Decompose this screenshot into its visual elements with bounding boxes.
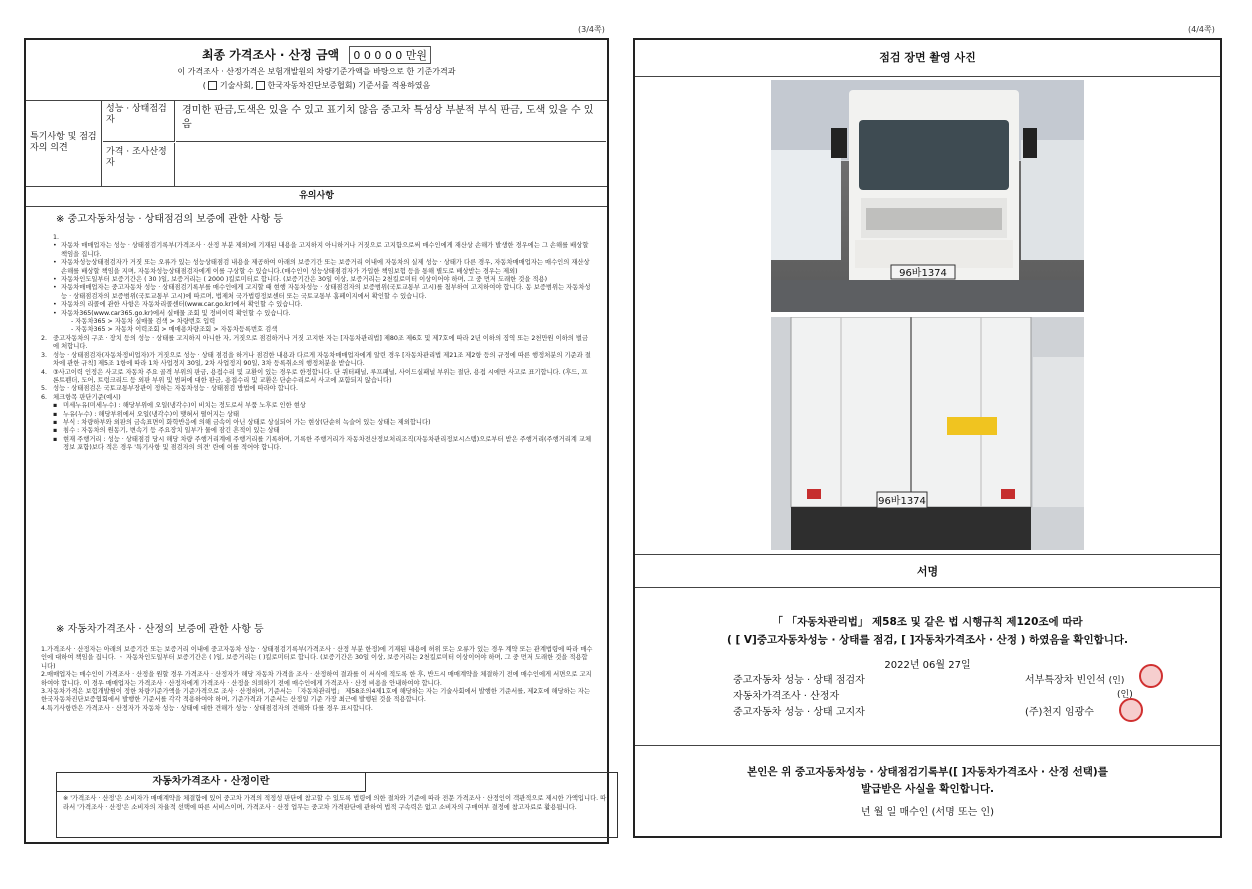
divider [635, 745, 1220, 746]
item-1-number: 1. [53, 234, 60, 241]
page-number-left: (3/4쪽) [578, 25, 605, 34]
role-notifier: 중고자동차 성능 · 상태 고지자 [733, 707, 865, 718]
criteria-5: ▪ 현재 주행거리 : 성능 · 상태점검 당시 해당 차량 주행거리계에 주행거리를 기록하며, 기록한 주행거리가 자동차전산정보처리조직(자동차관리정보시스템)으로부터 받은 주행거리(주행거리계 교체 정보 포함)보다 적은 경우 '특기사항 및 점검자의 의견' 란에 이를 적어야 합니다. [41, 436, 593, 453]
checkbox-diagnosis-assoc[interactable] [256, 81, 265, 90]
bullet-4: • 자동차매매업자는 중고자동차 성능 · 상태점검기록부를 매수인에게 고지할 때 현행 자동차성능 · 상태점검자의 보증범위(국토교통부 고시)를 첨부하여 고지하여야 합니다. 동 보증범위는 자동차성능 · 상태점검자의 보증범위(국토교통부 고시)에 따르며, 법제처 국가법령정보센터 또는 국토교통부 홈페이지에서 확인할 수 있습니다. [41, 284, 593, 301]
price-item-4-text: 특기사항란은 가격조사 · 산정자가 자동차 성능 · 상태에 대한 견해가 성능 · 상태점검자의 견해와 다를 경우 표시합니다. [47, 704, 373, 712]
opinion-label: 특기사항 및 점검자의 의견 [26, 100, 102, 186]
photo-section-title: 점검 장면 촬영 사진 [635, 40, 1220, 77]
law-confirmation: ( [ V]중고자동차성능 · 상태를 점검, [ ]자동차가격조사 · 산정 ) 하였음을 확인합니다. [726, 634, 1129, 646]
criteria-4: ▪ 침수 : 자동차의 원동기, 변속기 등 주요장치 일부가 물에 잠긴 흔적이 있는 상태 [41, 427, 593, 435]
bullet-6: • 자동차365(www.car365.go.kr)에서 실매물 조회 및 정비이력 확인할 수 있습니다. [41, 310, 593, 318]
perf-inspector-label: 성능 · 상태점검자 [103, 100, 175, 142]
item-3: 3. 성능 · 상태점검자(자동차정비업자)가 거짓으로 성능 · 상태 점검을 하거나 점검한 내용과 다르게 자동차매매업자에게 알린 경우 [자동차관리법 제21조 제2항 등의 규정에 따른 행정처분의 기준과 절차에 관한 규칙] 제5조 1항에 따라 1차 사업정지 30일, 2차 사업정지 90일, 3차 등록취소의 행정처분을 받습니다. [41, 351, 591, 368]
divider [635, 554, 1220, 555]
bullet-6b: - 자동차365 > 자동차 이력조회 > 매매용차량조회 > 자동차등록번호 검색 [71, 326, 278, 334]
notice-title: 유의사항 [26, 186, 607, 207]
bullet-5: • 자동차의 리콜에 관한 사항은 자동차리콜센터(www.car.go.kr)에서 확인할 수 있습니다. [41, 301, 593, 309]
item-5-text: 성능 · 상태점검은 국토교통부장관이 정하는 자동차성능 · 상태점검 방법에 따라야 합니다. [53, 385, 299, 393]
definition-text: ※ '가격조사 · 산정'은 소비자가 매매계약을 체결함에 있어 중고차 가격의 적정성 판단에 참고할 수 있도록 법령에 의한 절차와 기준에 따라 전문 가격조사 · 산정인이 객관적으로 제시한 가액입니다. 따라서 '가격조사 · 산정'은 소비자의 자율적 선택에 따른 서비스이며, 가격조사 · 산정 업무는 중고차 가격판단에 관하여 법적 구속력은 없고 소비자의 구매여부 결정에 참고자료로 활용됩니다. [63, 795, 607, 811]
item-6: 6. 체크항목 판단기준(예시) [41, 393, 121, 401]
page-4 [633, 38, 1222, 838]
rear-plate-text: 96바1374 [878, 496, 926, 507]
definition-title: 자동차가격조사 · 산정이란 [57, 773, 366, 792]
final-price-label: 최종 가격조사 · 산정 금액 [201, 48, 340, 62]
price-item-3-text: 자동차가격은 보험개발원이 정한 차량기준가액을 기준가격으로 조사 · 산정하며, 기준서는 「자동차관리법」 제58조의4제1호에 해당하는 자는 기술사회에서 발행한 기준서를, 제2호에 해당하는 자는 한국자동차진단보증협회에서 발행한 기준서를 각각 적용하여야 하며, 기준가격과 기준서는 산정일 기준 가장 최근에 발행된 것을 적용합니다. [41, 688, 591, 704]
price-item-2-text: 매매업자는 매수인이 가격조사 · 산정을 원할 경우 가격조사 · 산정자가 해당 자동차 가격을 조사 · 산정하여 결과를 이 서식에 적도록 한 후, 반드시 매매계약을 체결하기 전에 매수인에게 서면으로 고지하여야 합니다. 이 경우 매매업자는 가격조사 · 산정자에게 가격조사 · 산정을 의뢰하기 전에 매수인에게 가격조사 · 산정 비용을 안내하여야 합니다. [41, 671, 592, 687]
final-price-options: ( 기술사회, 한국자동차진단보증협회) 기준서를 적용하였음 [202, 81, 431, 90]
final-price-section [26, 40, 607, 101]
bullet-2: • 자동차성능상태점검자가 거짓 또는 오류가 있는 성능상태점검 내용을 제공하여 아래의 보증기간 또는 보증거리 이내에 자동차의 실제 성능 · 상태가 다른 경우, 자동차매매업자는 매수인의 재산상 손해를 배상할 책임을 지며, 자동차성능상태점검자에게 이를 구상할 수 있습니다.(매수인이 성능상태점검자가 가입한 책임보험 등을 통해 별도로 배상받는 경우는 제외) [41, 259, 593, 276]
signature-section-title: 서명 [916, 565, 939, 578]
item-4-text: ③사고이력 인정은 사고로 자동차 주요 골격 부위의 판금, 용접수리 및 교환이 있는 경우로 한정합니다. 단 쿼터패널, 루프패널, 사이드실패널 부위는 절단, 용접 시에만 사고로 표기합니다. (후드, 프론트펜더, 도어, 트렁크리드 등 외판 부위 및 범퍼에 대한 판금, 용접수리 및 교환은 단순수리로서 사고에 포함되지 않습니다) [53, 368, 588, 384]
criteria-1: ▪ 미세누유(미세누수) : 해당부위에 오일(냉각수)이 비치는 정도로서 부품 노후로 인한 현상 [41, 402, 593, 410]
receipt-confirmation-2: 발급받은 사실을 확인합니다. [860, 783, 994, 795]
final-price-note: 이 가격조사 · 산정가격은 보험개발원의 차량기준가액을 바탕으로 한 기준가격과 [177, 67, 456, 76]
final-amount: 0 0 0 0 0 만원 [349, 46, 431, 64]
price-item-1: 1.가격조사 · 산정자는 아래의 보증기간 또는 보증거리 이내에 중고자동차 성능 · 상태점검기록부(가격조사 · 산정 부분 한정)에 기재된 내용에 허위 또는 오류가 있는 경우 계약 또는 관계법령에 따라 매수인에 대하여 책임을 집니다. ㆍ 자동차인도일부터 보증기간은 ( )일, 보증거리는 ( )킬로미터로 합니다. (보증기간은 30일 이상, 보증거리는 2천킬로미터 이상이어야 하며, 그 중 먼저 도래한 것을 적용합니다) [41, 646, 593, 670]
definition-box [56, 772, 618, 838]
item-3-text: 성능 · 상태점검자(자동차정비업자)가 거짓으로 성능 · 상태 점검을 하거나 점검한 내용과 다르게 자동차매매업자에게 알린 경우 [자동차관리법 제21조 제2항 등의 규정에 따른 행정처분의 기준과 절차에 관한 규칙] 제5조 1항에 따라 1차 사업정지 30일, 2차 사업정지 90일, 3차 등록취소의 행정처분을 받습니다. [53, 351, 591, 368]
section2-title: ※ 자동차가격조사 · 산정의 보증에 관한 사항 등 [56, 624, 264, 635]
option-suffix: 기준서를 적용하였음 [358, 81, 431, 90]
inspector-name: 서부특장차 빈인석 [1025, 675, 1106, 686]
notifier-name: (주)천지 임광수 [1025, 707, 1094, 718]
signer-inspector [1025, 671, 1124, 686]
item-2-text: 중고자동차의 구조 · 장치 등의 성능 · 상태를 고지하지 아니한 자, 거짓으로 점검하거나 거짓 고지한 자는 [자동차관리법] 제80조 제6호 및 제7호에 따라 2년 이하의 징역 또는 2천만원 이하의 벌금에 처합니다. [53, 334, 589, 351]
page-3 [24, 38, 609, 844]
seal-stamp-icon [1139, 664, 1163, 688]
role-inspector: 중고자동차 성능 · 상태 점검자 [733, 675, 865, 686]
item-4: 4. ③사고이력 인정은 사고로 자동차 주요 골격 부위의 판금, 용접수리 및 교환이 있는 경우로 한정합니다. 단 쿼터패널, 루프패널, 사이드실패널 부위는 절단, 용접 시에만 사고로 표기합니다. (후드, 프론트펜더, 도어, 트렁크리드 등 외판 부위 및 범퍼에 대한 판금, 용접수리 및 교환은 단순수리로서 사고에 포함되지 않습니다) [41, 368, 588, 384]
price-item-3: 3.자동차가격은 보험개발원이 정한 차량기준가액을 기준가격으로 조사 · 산정하며, 기준서는 「자동차관리법」 제58조의4제1호에 해당하는 자는 기술사회에서 발행한 기준서를, 제2호에 해당하는 자는 한국자동차진단보증협회에서 발행한 기준서를 각각 적용하여야 하며, 기준가격과 기준서는 산정일 기준 가장 최근에 발행된 것을 적용합니다. [41, 688, 591, 704]
seal-stamp-icon [1119, 698, 1143, 722]
truck-rear-image [771, 317, 1084, 550]
section2-body [41, 646, 593, 713]
page-number-right: (4/4쪽) [1188, 25, 1215, 34]
truck-rear-photo [771, 317, 1084, 550]
receipt-confirmation: 본인은 위 중고자동차성능 · 상태점검기록부([ ]자동차가격조사 · 산정 선택)를 [747, 766, 1108, 778]
bullet-3: • 자동차인도일부터 보증기간은 ( 30 )일, 보증거리는 ( 2000 )킬로미터로 합니다. (보증기간은 30일 이상, 보증거리는 2천킬로미터 이상이어야 하며, 그 중 먼저 도래한 것을 적용) [41, 276, 593, 284]
option-tech-society: 기술사회 [219, 81, 251, 90]
criteria-2: ▪ 누유(누수) : 해당부위에서 오일(냉각수)이 맺혀서 떨어지는 상태 [41, 411, 593, 419]
law-reference: 「 「자동차관리법」 제58조 및 같은 법 시행규칙 제120조에 따라 [772, 616, 1083, 628]
bullet-6a: - 자동차365 > 자동차 실매물 검색 > 차량번호 입력 [71, 318, 216, 326]
price-item-4: 4.특기사항란은 가격조사 · 산정자가 자동차 성능 · 상태에 대한 견해가 성능 · 상태점검자의 견해와 다를 경우 표시합니다. [41, 704, 373, 712]
section1-title: ※ 중고자동차성능 · 상태점검의 보증에 관한 사항 등 [56, 214, 284, 225]
signer-notifier [1025, 703, 1094, 718]
perf-inspector-opinion: 경미한 판금,도색은 있을 수 있고 표기치 않음 중고차 특성상 부분적 부식 판금, 도색 있을 수 있음 [176, 100, 606, 142]
option-diagnosis-assoc: 한국자동차진단보증협회 [267, 81, 353, 90]
checkbox-tech-society[interactable] [208, 81, 217, 90]
section1-body [41, 234, 593, 453]
criteria-3: ▪ 부식 : 차량하부와 외판의 금속표면이 화학반응에 의해 금속이 아닌 상태로 상실되어 가는 현상(단순히 녹슬어 있는 상태는 제외합니다) [41, 419, 593, 427]
price-assessor-label: 가격 · 조사산정자 [103, 143, 175, 186]
front-plate-text: 96바1374 [899, 268, 947, 279]
role-price-assessor: 자동차가격조사 · 산정자 [733, 691, 840, 702]
truck-front-photo [771, 80, 1084, 312]
bullet-1: • 자동차 매매업자는 성능 · 상태점검기록부(가격조사 · 산정 부분 제외)에 기재된 내용을 고지하지 아니하거나 거짓으로 고지함으로써 매수인에게 재산상 손해가 발생한 경우에는 그 손해를 배상할 책임을 집니다. [41, 242, 593, 259]
opinion-table [26, 100, 607, 187]
buyer-signature-line[interactable]: 년 월 일 매수인 (서명 또는 인) [860, 807, 995, 818]
seal-mark: (인) [1108, 676, 1125, 686]
item-2: 2. 중고자동차의 구조 · 장치 등의 성능 · 상태를 고지하지 아니한 자, 거짓으로 점검하거나 거짓 고지한 자는 [자동차관리법] 제80조 제6호 및 제7호에 따라 2년 이하의 징역 또는 2천만원 이하의 벌금에 처합니다. [41, 334, 589, 351]
price-item-1-text: 가격조사 · 산정자는 아래의 보증기간 또는 보증거리 이내에 중고자동차 성능 · 상태점검기록부(가격조사 · 산정 부분 한정)에 기재된 내용에 허위 또는 오류가 있는 경우 계약 또는 관계법령에 따라 매수인에 대하여 책임을 집니다. ㆍ 자동차인도일부터 보증기간은 ( )일, 보증거리는 ( )킬로미터로 합니다. (보증기간은 30일 이상, 보증거리는 2천킬로미터 이상이어야 하며, 그 중 먼저 도래한 것을 적용합니다) [41, 646, 593, 670]
seal-mark: (인) [1117, 690, 1133, 700]
divider [635, 587, 1220, 588]
truck-front-image [771, 80, 1084, 312]
price-item-2: 2.매매업자는 매수인이 가격조사 · 산정을 원할 경우 가격조사 · 산정자가 해당 자동차 가격을 조사 · 산정하여 결과를 이 서식에 적도록 한 후, 반드시 매매계약을 체결하기 전에 매수인에게 서면으로 고지하여야 합니다. 이 경우 매매업자는 가격조사 · 산정자에게 가격조사 · 산정을 의뢰하기 전에 매수인에게 가격조사 · 산정 비용을 안내하여야 합니다. [41, 671, 592, 687]
signature-date: 2022년 06월 27일 [884, 660, 971, 671]
item-5: 5. 성능 · 상태점검은 국토교통부장관이 정하는 자동차성능 · 상태점검 방법에 따라야 합니다. [41, 385, 299, 393]
item-6-text: 체크항목 판단기준(예시) [53, 393, 121, 401]
final-price-title [26, 46, 607, 64]
